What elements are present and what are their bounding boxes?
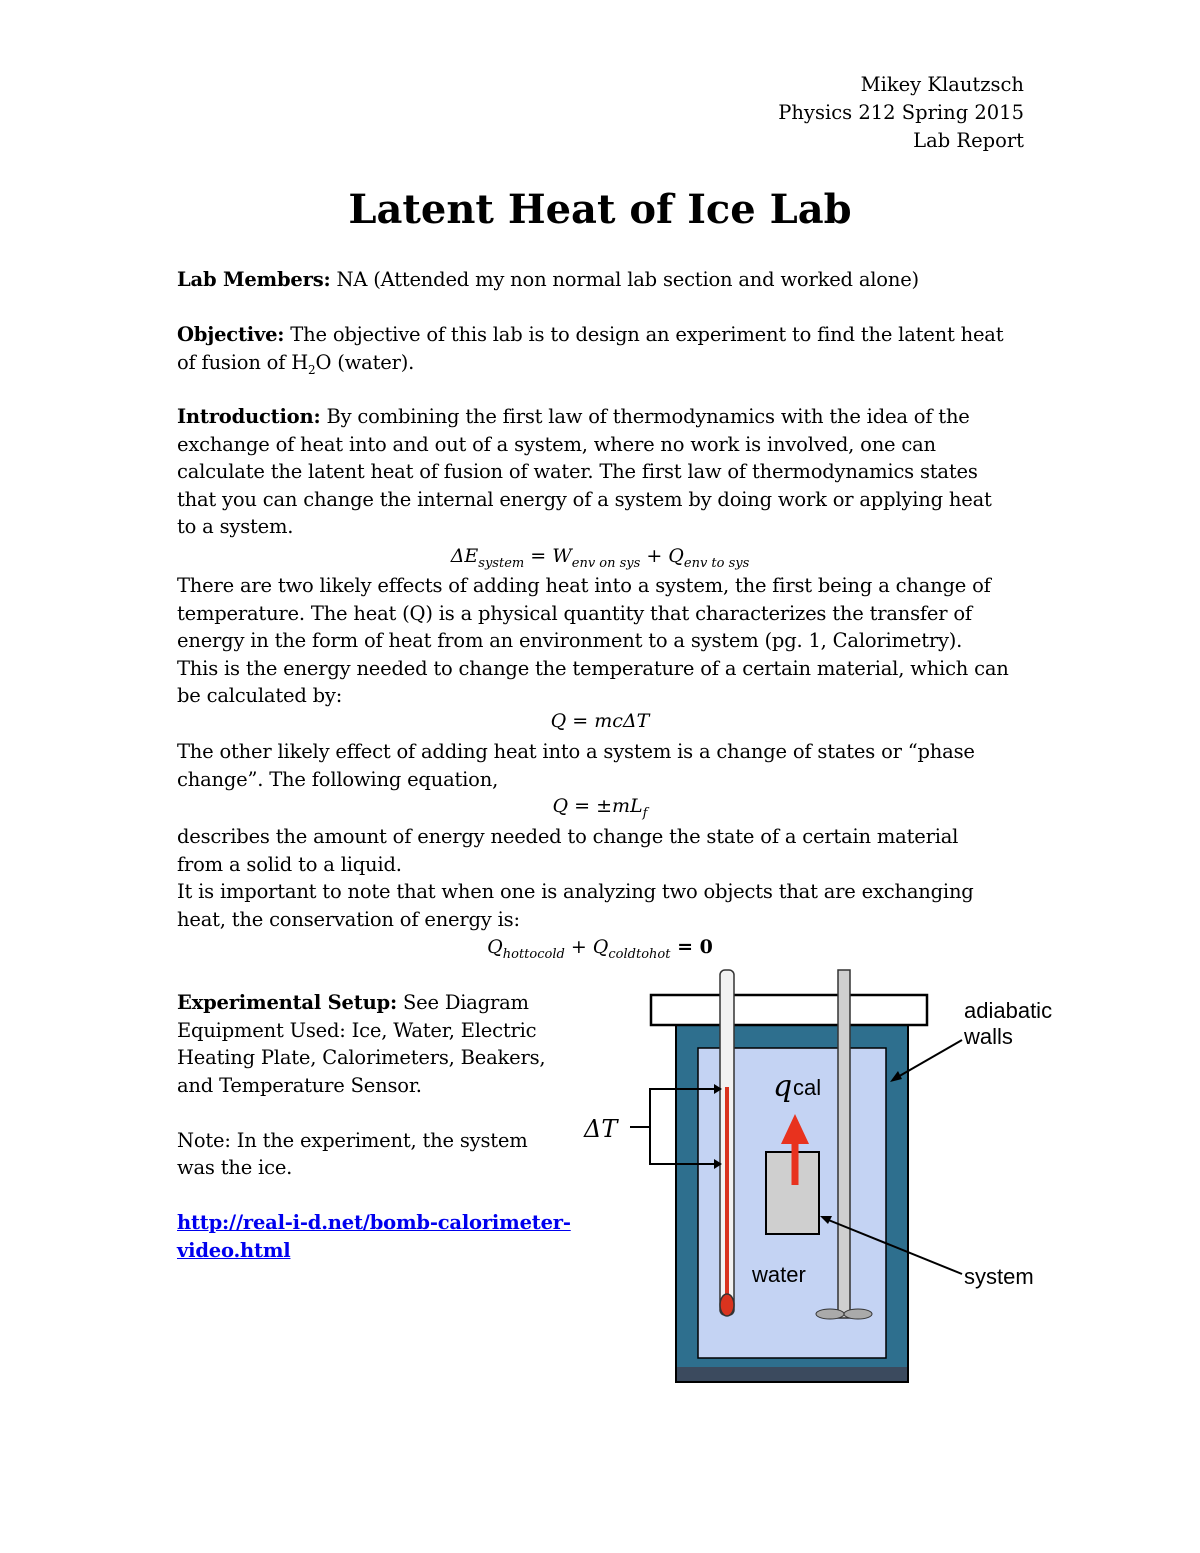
thermometer-liquid — [725, 1087, 729, 1307]
para2-line: This is the energy needed to change the temperature of a certain material, which can — [177, 656, 1009, 680]
lid — [651, 995, 927, 1025]
para4-line: heat, the conservation of energy is: — [177, 907, 520, 931]
eq3-sub: f — [642, 805, 648, 821]
note-line: Note: In the experiment, the system — [177, 1128, 528, 1152]
doc-type: Lab Report — [913, 129, 1024, 152]
eq1-lhs: ΔE — [450, 545, 479, 567]
lab-members-text: NA (Attended my non normal lab section and worked alone) — [330, 268, 919, 291]
para3-line: change”. The following equation, — [177, 767, 499, 791]
eq4-rhs: = 0 — [670, 936, 713, 958]
eq4-q1-sub: hottocold — [502, 946, 565, 962]
eq1-w-sub: env on sys — [571, 555, 641, 571]
objective-label: Objective: — [177, 323, 285, 346]
lab-members-label: Lab Members: — [177, 268, 331, 291]
label-adiabatic: adiabatic — [964, 998, 1053, 1023]
para2-line: There are two likely effects of adding heat into a system, the first being a change of — [177, 574, 991, 597]
intro-line: that you can change the internal energy of a system by doing work or applying heat — [177, 487, 992, 511]
objective-text-2: of fusion of H — [177, 350, 309, 374]
para2-line: temperature. The heat (Q) is a physical quantity that characterizes the transfer of — [177, 601, 972, 625]
equipment-line: Heating Plate, Calorimeters, Beakers, — [177, 1046, 546, 1069]
note-line: was the ice. — [177, 1156, 293, 1179]
label-qcal-sub: cal — [793, 1075, 822, 1100]
eq4-q2: + Q — [564, 936, 609, 958]
eq4-q1: Q — [487, 936, 503, 958]
stirrer-rod — [838, 970, 850, 1318]
introduction-paragraph — [177, 403, 1037, 541]
intro-line: to a system. — [177, 515, 294, 538]
eq1-w: = W — [524, 545, 572, 567]
header-block — [778, 71, 1024, 155]
label-delta-t: ΔT — [584, 1115, 618, 1143]
para2-line: be calculated by: — [177, 684, 343, 707]
label-qcal-q: q — [773, 1069, 793, 1104]
thermometer-bulb — [720, 1294, 734, 1316]
phase-change-paragraph — [177, 738, 1037, 793]
intro-line: calculate the latent heat of fusion of water. The first law of thermodynamics states — [177, 460, 978, 483]
eq1-q: + Q — [640, 545, 684, 567]
label-water: water — [752, 1262, 806, 1287]
page-title: Latent Heat of Ice Lab — [348, 186, 852, 233]
objective-text-3: O (water). — [315, 350, 415, 374]
video-link[interactable] — [177, 1209, 597, 1264]
equation-latent-heat — [0, 795, 1200, 821]
para4-line: It is important to note that when one is analyzing two objects that are exchanging — [177, 880, 974, 903]
setup-text: See Diagram — [396, 991, 529, 1014]
objective-paragraph — [177, 321, 1037, 384]
equation-conservation — [0, 936, 1200, 962]
subscript-2: 2 — [308, 362, 316, 377]
para3-line: The other likely effect of adding heat into a system is a change of states or “phase — [177, 740, 975, 763]
para4-line: from a solid to a liquid. — [177, 852, 402, 876]
intro-line: exchange of heat into and out of a system, where no work is involved, one can — [177, 432, 936, 456]
equipment-line: and Temperature Sensor. — [177, 1073, 422, 1097]
setup-label: Experimental Setup: — [177, 991, 397, 1014]
video-link-line2[interactable]: video.html — [177, 1238, 291, 1262]
stirrer-paddle-right — [844, 1309, 872, 1319]
para2-line: energy in the form of heat from an environment to a system (pg. 1, Calorimetry). — [177, 629, 963, 652]
setup-section — [177, 989, 597, 1264]
intro-line: By combining the first law of thermodynamics with the idea of the — [320, 405, 970, 428]
eq4-q2-sub: coldtohot — [608, 946, 671, 962]
calorimeter-diagram — [580, 962, 1070, 1392]
label-system: system — [964, 1264, 1034, 1289]
video-link-line1[interactable]: http://real-i-d.net/bomb-calorimeter- — [177, 1211, 571, 1234]
lab-members-paragraph — [177, 266, 1037, 294]
equation-specific-heat: Q = mcΔT — [550, 710, 650, 732]
heat-paragraph — [177, 572, 1037, 710]
eq1-q-sub: env to sys — [683, 555, 750, 571]
objective-text: The objective of this lab is to design an experiment to find the latent heat — [284, 323, 1004, 346]
equipment-line: Equipment Used: Ice, Water, Electric — [177, 1018, 537, 1042]
eq3-main: Q = ±mL — [552, 795, 643, 817]
conservation-paragraph — [177, 823, 1037, 933]
label-walls: walls — [964, 1024, 1013, 1049]
eq1-lhs-sub: system — [478, 555, 525, 571]
introduction-label: Introduction: — [177, 405, 321, 428]
course-name: Physics 212 Spring 2015 — [778, 101, 1024, 124]
equation-first-law — [0, 545, 1200, 571]
author-name: Mikey Klautzsch — [860, 73, 1024, 96]
para4-line: describes the amount of energy needed to change the state of a certain material — [177, 825, 959, 848]
stirrer-paddle-left — [816, 1309, 844, 1319]
